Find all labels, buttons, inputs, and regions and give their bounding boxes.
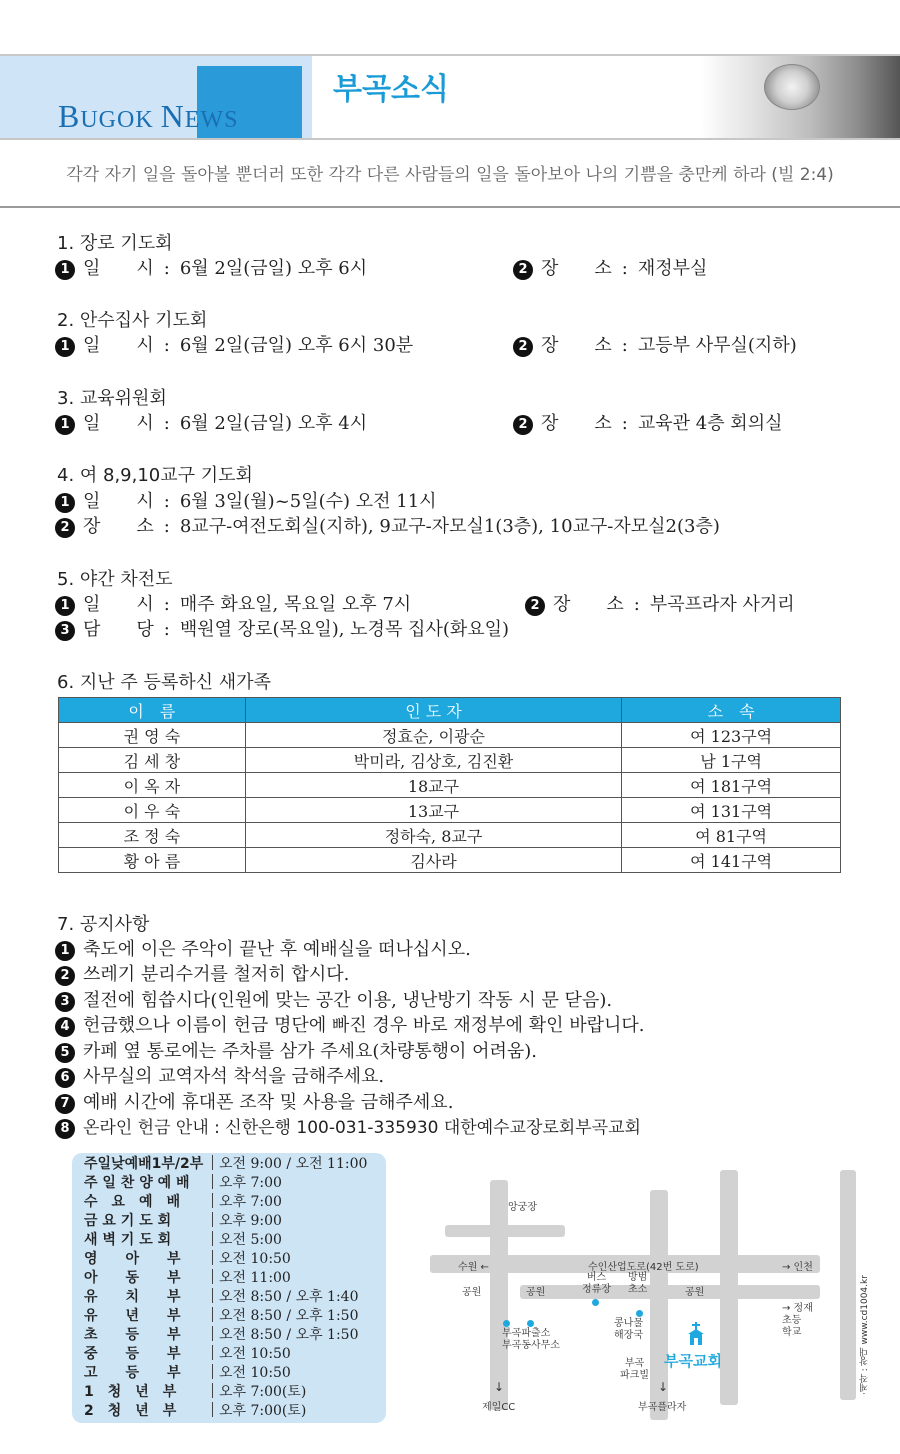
table-row: 이 옥 자 18교구 여 181구역 <box>59 773 841 798</box>
page-title: 부곡소식 <box>333 72 449 107</box>
number-badge-icon: 1 <box>55 337 75 357</box>
number-badge-icon: 4 <box>55 1017 75 1037</box>
s4-date-row: 1 일 시 : 6월 3일(월)~5일(수) 오전 11시 <box>55 487 437 513</box>
column-header: 소 속 <box>622 698 841 723</box>
schedule-row: 수 요 예 배 오후 7:00 <box>84 1194 282 1210</box>
s3-date-row: 1 일 시 : 6월 2일(금일) 오후 4시 <box>55 409 367 435</box>
notice-item: 5 카페 옆 통로에는 주차를 삼가 주세요(차량통행이 어려움). <box>55 1037 537 1063</box>
number-badge-icon: 2 <box>525 596 545 616</box>
map-label: 제일CC <box>482 1402 516 1413</box>
location-dot-icon <box>503 1320 510 1327</box>
number-badge-icon: 2 <box>513 337 533 357</box>
schedule-row: 아 동 부 오전 11:00 <box>84 1270 291 1286</box>
section-title: 4. 여 8,9,10교구 기도회 <box>57 465 253 486</box>
map-label: 수인산업도로(42번 도로) <box>588 1262 699 1273</box>
s4-place-row: 2 장 소 : 8교구-여전도회실(지하), 9교구-자모실1(3층), 10교구-자모실2(3층) <box>55 512 720 538</box>
map-label: 수원 ← <box>458 1262 489 1273</box>
schedule-row: 초 등 부 오전 8:50 / 오후 1:50 <box>84 1327 359 1343</box>
number-badge-icon: 1 <box>55 260 75 280</box>
schedule-row: 유 년 부 오전 8:50 / 오후 1:50 <box>84 1308 359 1324</box>
column-header: 인 도 자 <box>245 698 621 723</box>
table-row: 권 영 숙 정효순, 이광순 여 123구역 <box>59 723 841 748</box>
schedule-row: 1 청 년 부 오후 7:00(토) <box>84 1384 307 1400</box>
header-divider <box>0 138 900 140</box>
number-badge-icon: 2 <box>513 260 533 280</box>
arrow-down-icon: ↓ <box>658 1380 669 1394</box>
header <box>0 56 900 140</box>
number-badge-icon: 1 <box>55 415 75 435</box>
number-badge-icon: 3 <box>55 992 75 1012</box>
stump-icon <box>764 64 820 110</box>
map-road <box>840 1170 856 1400</box>
schedule-row: 새 벽 기 도 회 오전 5:00 <box>84 1232 282 1248</box>
church-icon <box>686 1322 706 1346</box>
table-row: 황 아 름 김사라 여 141구역 <box>59 848 841 873</box>
map-label: 부곡 파크빌 <box>620 1358 649 1381</box>
worship-schedule <box>72 1153 386 1423</box>
map-label: 버스 정류장 <box>582 1272 611 1295</box>
bus-stop-icon <box>592 1299 599 1306</box>
section-title: 7. 공지사항 <box>57 914 150 935</box>
s2-date-row: 1 일 시 : 6월 2일(금일) 오후 6시 30분 <box>55 331 413 357</box>
notice-item: 2 쓰레기 분리수거를 철저히 합시다. <box>55 960 349 986</box>
number-badge-icon: 6 <box>55 1068 75 1088</box>
s1-date-row: 1 일 시 : 6월 2일(금일) 오후 6시 <box>55 254 367 280</box>
schedule-row: 영 아 부 오전 10:50 <box>84 1251 291 1267</box>
schedule-row: 2 청 년 부 오후 7:00(토) <box>84 1403 307 1419</box>
map-label: 공원 <box>685 1287 705 1298</box>
bible-verse: 각각 자기 일을 돌아볼 뿐더러 또한 각각 다른 사람들의 일을 돌아보아 나의 기쁨을 충만케 하라 (빌 2:4) <box>66 165 834 185</box>
notice-item: 3 절전에 힘씁시다(인원에 맞는 공간 이용, 냉난방기 작동 시 문 닫음). <box>55 986 612 1012</box>
location-dot-icon <box>527 1320 534 1327</box>
schedule-row: 중 등 부 오전 10:50 <box>84 1346 291 1362</box>
map-label: 부곡파출소 부곡동사무소 <box>502 1328 560 1351</box>
column-header: 이 름 <box>59 698 246 723</box>
map-label: → 정재 초등 학교 <box>782 1303 813 1338</box>
map-road <box>445 1225 565 1237</box>
number-badge-icon: 1 <box>55 941 75 961</box>
location-map <box>420 1170 890 1430</box>
church-label: 부곡교회 <box>664 1352 722 1370</box>
verse-divider <box>0 206 900 208</box>
map-label: 공원 <box>526 1287 546 1298</box>
schedule-row: 유 치 부 오전 8:50 / 오후 1:40 <box>84 1289 359 1305</box>
schedule-row: 금 요 기 도 회 오후 9:00 <box>84 1213 282 1229</box>
table-header-row <box>59 698 841 723</box>
section-title: 6. 지난 주 등록하신 새가족 <box>57 672 271 693</box>
map-label: 방범 초소 <box>628 1272 648 1295</box>
table-row: 이 우 숙 13교구 여 131구역 <box>59 798 841 823</box>
arrow-down-icon: ↓ <box>494 1380 505 1394</box>
s3-place-row: 2 장 소 : 교육관 4층 회의실 <box>513 409 782 435</box>
notice-item: 6 사무실의 교역자석 착석을 금해주세요. <box>55 1062 384 1088</box>
notice-item: 7 예배 시간에 휴대폰 조작 및 사용을 금해주세요. <box>55 1088 453 1114</box>
notice-item: 4 헌금했으나 이름이 헌금 명단에 빠진 경우 바로 재정부에 확인 바랍니다. <box>55 1011 644 1037</box>
section-title: 1. 장로 기도회 <box>57 233 173 254</box>
map-label: 앙궁장 <box>508 1202 537 1213</box>
section-title: 3. 교육위원회 <box>57 388 167 409</box>
tree-stump-photo <box>700 56 900 138</box>
map-label: → 인천 <box>782 1262 813 1273</box>
schedule-row: 주일낮예배1부/2부 오전 9:00 / 오전 11:00 <box>84 1156 368 1172</box>
number-badge-icon: 2 <box>513 415 533 435</box>
map-road <box>520 1285 820 1299</box>
number-badge-icon: 2 <box>55 518 75 538</box>
map-label: 공원 <box>462 1287 482 1298</box>
newcomer-table <box>58 697 841 873</box>
number-badge-icon: 1 <box>55 493 75 513</box>
map-credit: ·제작 : 창대 www.cd1004.kr <box>860 1275 870 1395</box>
s1-place-row: 2 장 소 : 재정부실 <box>513 254 707 280</box>
table-row: 김 세 창 박미라, 김상호, 김진환 남 1구역 <box>59 748 841 773</box>
s2-place-row: 2 장 소 : 고등부 사무실(지하) <box>513 331 797 357</box>
notice-item: 8 온라인 헌금 안내 : 신한은행 100-031-335930 대한예수교장로회부곡교회 <box>55 1113 641 1139</box>
map-label: 콩나물 해장국 <box>614 1318 643 1341</box>
section-title: 2. 안수집사 기도회 <box>57 310 208 331</box>
number-badge-icon: 3 <box>55 621 75 641</box>
s5-place-row: 2 장 소 : 부곡프라자 사거리 <box>525 590 795 616</box>
map-road <box>490 1180 508 1410</box>
number-badge-icon: 1 <box>55 596 75 616</box>
notice-item: 1 축도에 이은 주악이 끝난 후 예배실을 떠나십시오. <box>55 935 471 961</box>
schedule-row: 주 일 찬 양 예 배 오후 7:00 <box>84 1175 282 1191</box>
table-row: 조 정 숙 정하숙, 8교구 여 81구역 <box>59 823 841 848</box>
number-badge-icon: 2 <box>55 966 75 986</box>
map-label: 부곡플라자 <box>638 1402 687 1413</box>
s5-person-row: 3 담 당 : 백원열 장로(목요일), 노경목 집사(화요일) <box>55 615 509 641</box>
number-badge-icon: 7 <box>55 1094 75 1114</box>
number-badge-icon: 8 <box>55 1119 75 1139</box>
location-dot-icon <box>636 1310 643 1317</box>
section-title: 5. 야간 차전도 <box>57 569 173 590</box>
s5-date-row: 1 일 시 : 매주 화요일, 목요일 오후 7시 <box>55 590 411 616</box>
schedule-row: 고 등 부 오전 10:50 <box>84 1365 291 1381</box>
bugok-news-logo: BUGOK NEWS <box>58 98 239 134</box>
number-badge-icon: 5 <box>55 1043 75 1063</box>
